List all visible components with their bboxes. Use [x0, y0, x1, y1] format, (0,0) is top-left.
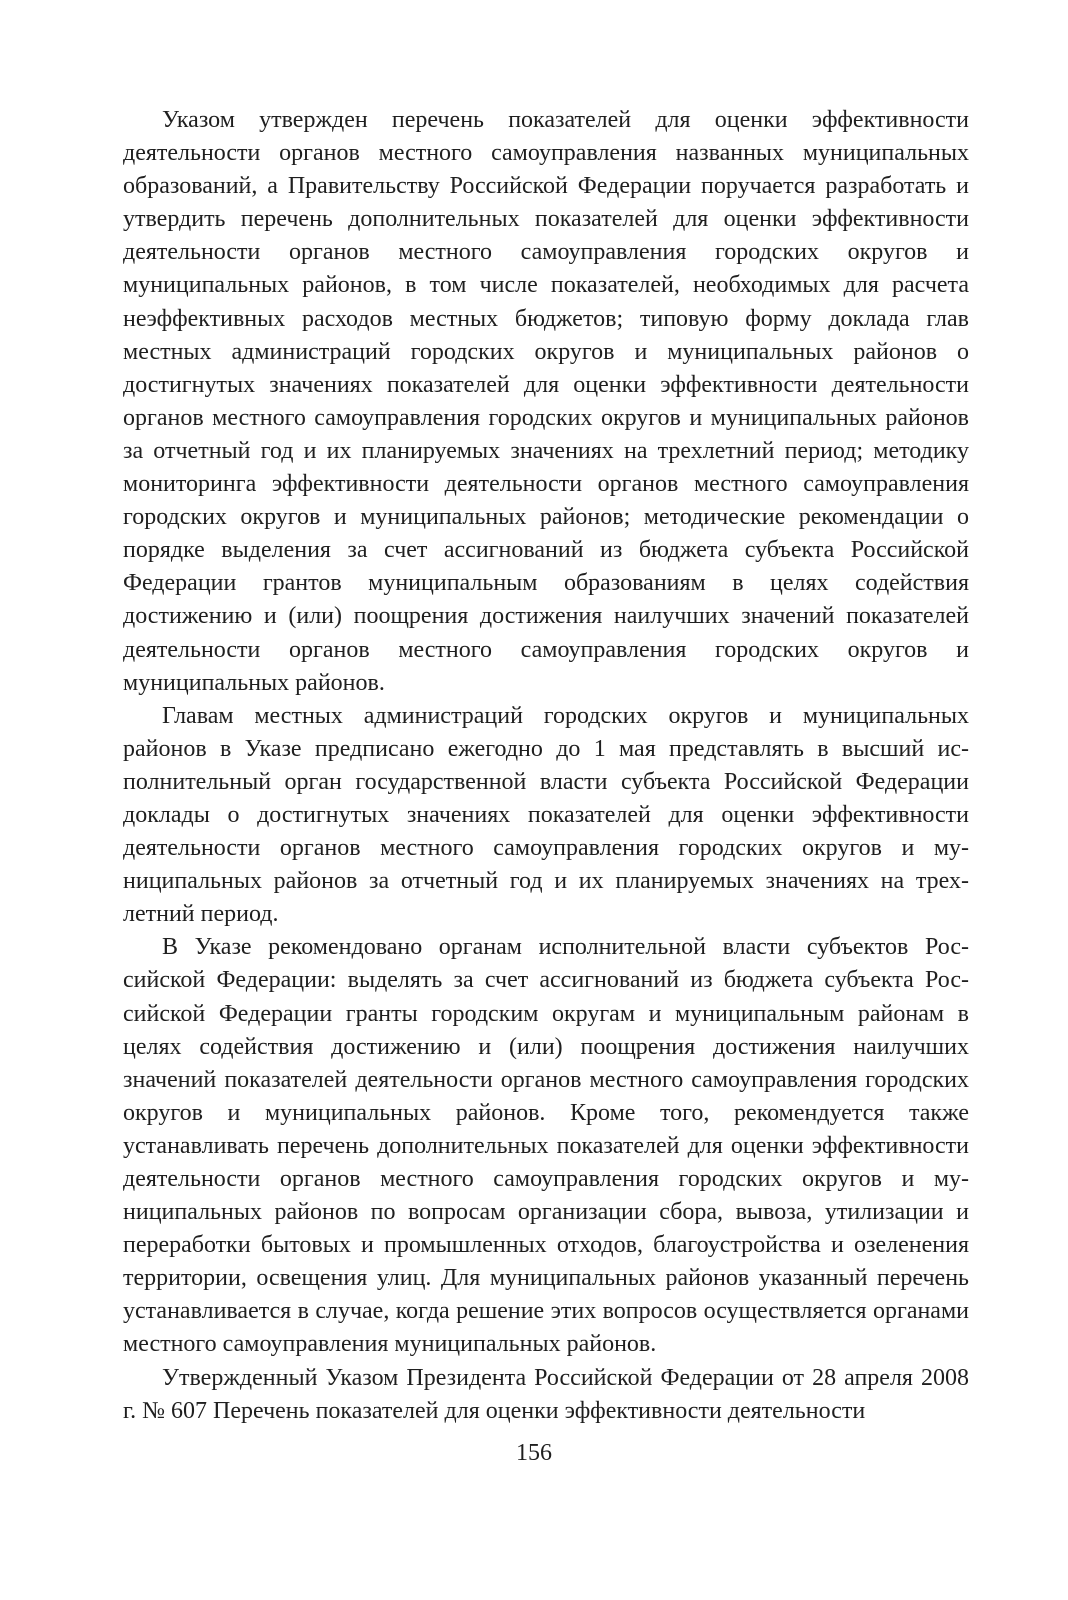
page-number: 156 — [516, 1440, 552, 1466]
paragraph-2: Главам местных администраций городских округов и муниципальных районов в Указе предписано ежегодно до 1 мая представлять в высший исполнительный орган государственной власти субъекта Российской Федерации доклады о достигнутых значениях показателей для оценки эффективности деятельности органов местного самоуправления городских округов и муниципальных районов за отчетный год и их планируемых значениях на трехлетний период. — [123, 702, 969, 928]
paragraph-4: Утвержденный Указом Президента Российской Федерации от 28 апреля 2008 г. № 607 Перечень показателей для оценки эффективности деятельности — [123, 1364, 969, 1424]
body-text — [123, 104, 969, 1428]
paragraph-3: В Указе рекомендовано органам исполнительной власти субъектов Российской Федерации: выделять за счет ассигнований из бюджета субъекта Российской Федерации гранты городским округам и муниципальным районам в целях содействия достижению и (или) поощрения достижения наилучших значений показателей деятельности органов местного самоуправления городских округов и муниципальных районов. Кроме того, рекомендуется также устанавливать перечень дополнительных показателей для оценки эффективности деятельности органов местного самоуправления городских округов и муниципальных районов по вопросам организации сбора, вывоза, утилизации и переработки бытовых и промышленных отходов, благоустройства и озеленения территории, освещения улиц. Для муниципальных районов указанный перечень устанавливается в случае, когда решение этих вопросов осуществляется органами местного самоуправления муниципальных районов. — [123, 934, 969, 1358]
paragraph-1: Указом утвержден перечень показателей для оценки эффективности деятельности органов местного самоуправления названных муниципальных образований, а Правительству Российской Федерации поручается разработать и утвердить перечень дополнительных показателей для оценки эффективности деятельности органов местного самоуправления городских округов и муниципальных районов, в том числе показателей, необходимых для расчета неэффективных расходов местных бюджетов; типовую форму доклада глав местных администраций городских округов и муниципальных районов о достигнутых значениях показателей для оценки эффективности деятельности органов местного самоуправления городских округов и муниципальных районов за отчетный год и их планируемых значениях на трехлетний период; методику мониторинга эффективности деятельности органов местного самоуправления городских округов и муниципальных районов; методические рекомендации о порядке выделения за счет ассигнований из бюджета субъекта Российской Федерации грантов муниципальным образованиям в целях содействия достижению и (или) поощрения достижения наилучших значений показателей деятельности органов местного самоуправления городских округов и муниципальных районов. — [123, 107, 969, 696]
